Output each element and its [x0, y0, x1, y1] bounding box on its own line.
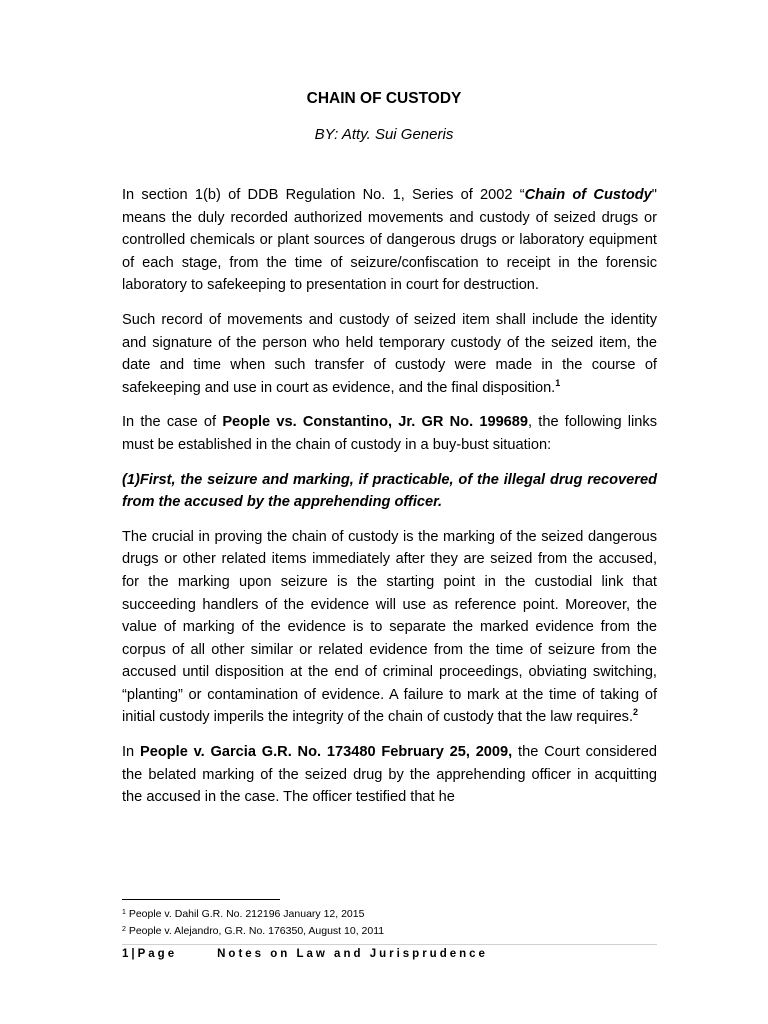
- footnote-2: [122, 922, 657, 939]
- footnote-ref-1[interactable]: 1: [555, 377, 561, 388]
- link-heading: (1)First, the seizure and marking, if practicable, of the illegal drug recovered from the accused by the apprehending officer.: [122, 471, 657, 511]
- paragraph-text: the Court considered the belated marking of the seized drug by the apprehending officer in acquitting the accused in the case. The officer testified that he: [122, 744, 657, 806]
- running-title: Notes on Law and Jurisprudence: [217, 948, 488, 960]
- footnote-number: 2: [122, 926, 126, 933]
- paragraph-text: In the case of: [122, 414, 223, 431]
- paragraph-text: The crucial in proving the chain of custody is the marking of the seized dangerous drugs or other related items immediately after they are seized from the accused, for the marking upon seizure is the starting point in the custodial link that succeeding handlers of the evidence will use as reference point. Moreover, the value of marking of the evidence is to separate the marked evidence from the corpus of all other similar or related evidence from the time of seizure from the accused until disposition at the end of criminal proceedings, obviating switching, “planting” or contamination of evidence. A failure to mark at the time of taking of initial custody imperils the integrity of the chain of custody that the law requires.: [122, 528, 657, 726]
- paragraph-text: " means the duly recorded authorized movements and custody of seized drugs or controlled chemicals or plant sources of dangerous drugs or laboratory equipment of each stage, from the time of seizure/confiscation to receipt in the forensic laboratory to safekeeping to presentation in court for destruction.: [122, 187, 657, 294]
- document-title: CHAIN OF CUSTODY: [306, 90, 462, 107]
- paragraph-text: In: [122, 744, 140, 761]
- case-citation: People vs. Constantino, Jr. GR No. 199689: [222, 414, 529, 431]
- footnote-text: People v. Alejandro, G.R. No. 176350, August 10, 2011: [125, 925, 385, 937]
- footnote-number: 1: [122, 909, 126, 916]
- case-citation: People v. Garcia G.R. No. 173480 February 25, 2009,: [139, 744, 513, 761]
- document-byline: BY: Atty. Sui Generis: [314, 126, 454, 143]
- footnote-separator: [122, 899, 280, 900]
- footer-separator: [122, 944, 657, 945]
- paragraph-marking: [122, 526, 657, 729]
- footnote-ref-2[interactable]: 2: [633, 707, 639, 718]
- page-footer: [122, 948, 657, 960]
- paragraph-record: [122, 309, 657, 399]
- footnotes: [122, 905, 657, 939]
- footnote-1: [122, 905, 657, 922]
- footnote-text: People v. Dahil G.R. No. 212196 January 12, 2015: [125, 908, 365, 920]
- term-chain-of-custody: Chain of Custody: [524, 187, 652, 203]
- document-body: [122, 184, 657, 821]
- paragraph-text: Such record of movements and custody of seized item shall include the identity and signature of the person who held temporary custody of the seized item, the date and time when such transfer of custody were made in the course of safekeeping and use in court as evidence, and the final disposition.: [122, 311, 657, 396]
- paragraph-definition: [122, 184, 657, 297]
- paragraph-text: In section 1(b) of DDB Regulation No. 1, Series of 2002 “: [122, 187, 525, 203]
- paragraph-text: , the following links must be established in the chain of custody in a buy-bust situation:: [122, 414, 657, 453]
- paragraph-constantino: [122, 411, 657, 456]
- page-number: 1|Page: [122, 948, 178, 960]
- paragraph-garcia: [122, 741, 657, 809]
- paragraph-first-link: [122, 469, 657, 514]
